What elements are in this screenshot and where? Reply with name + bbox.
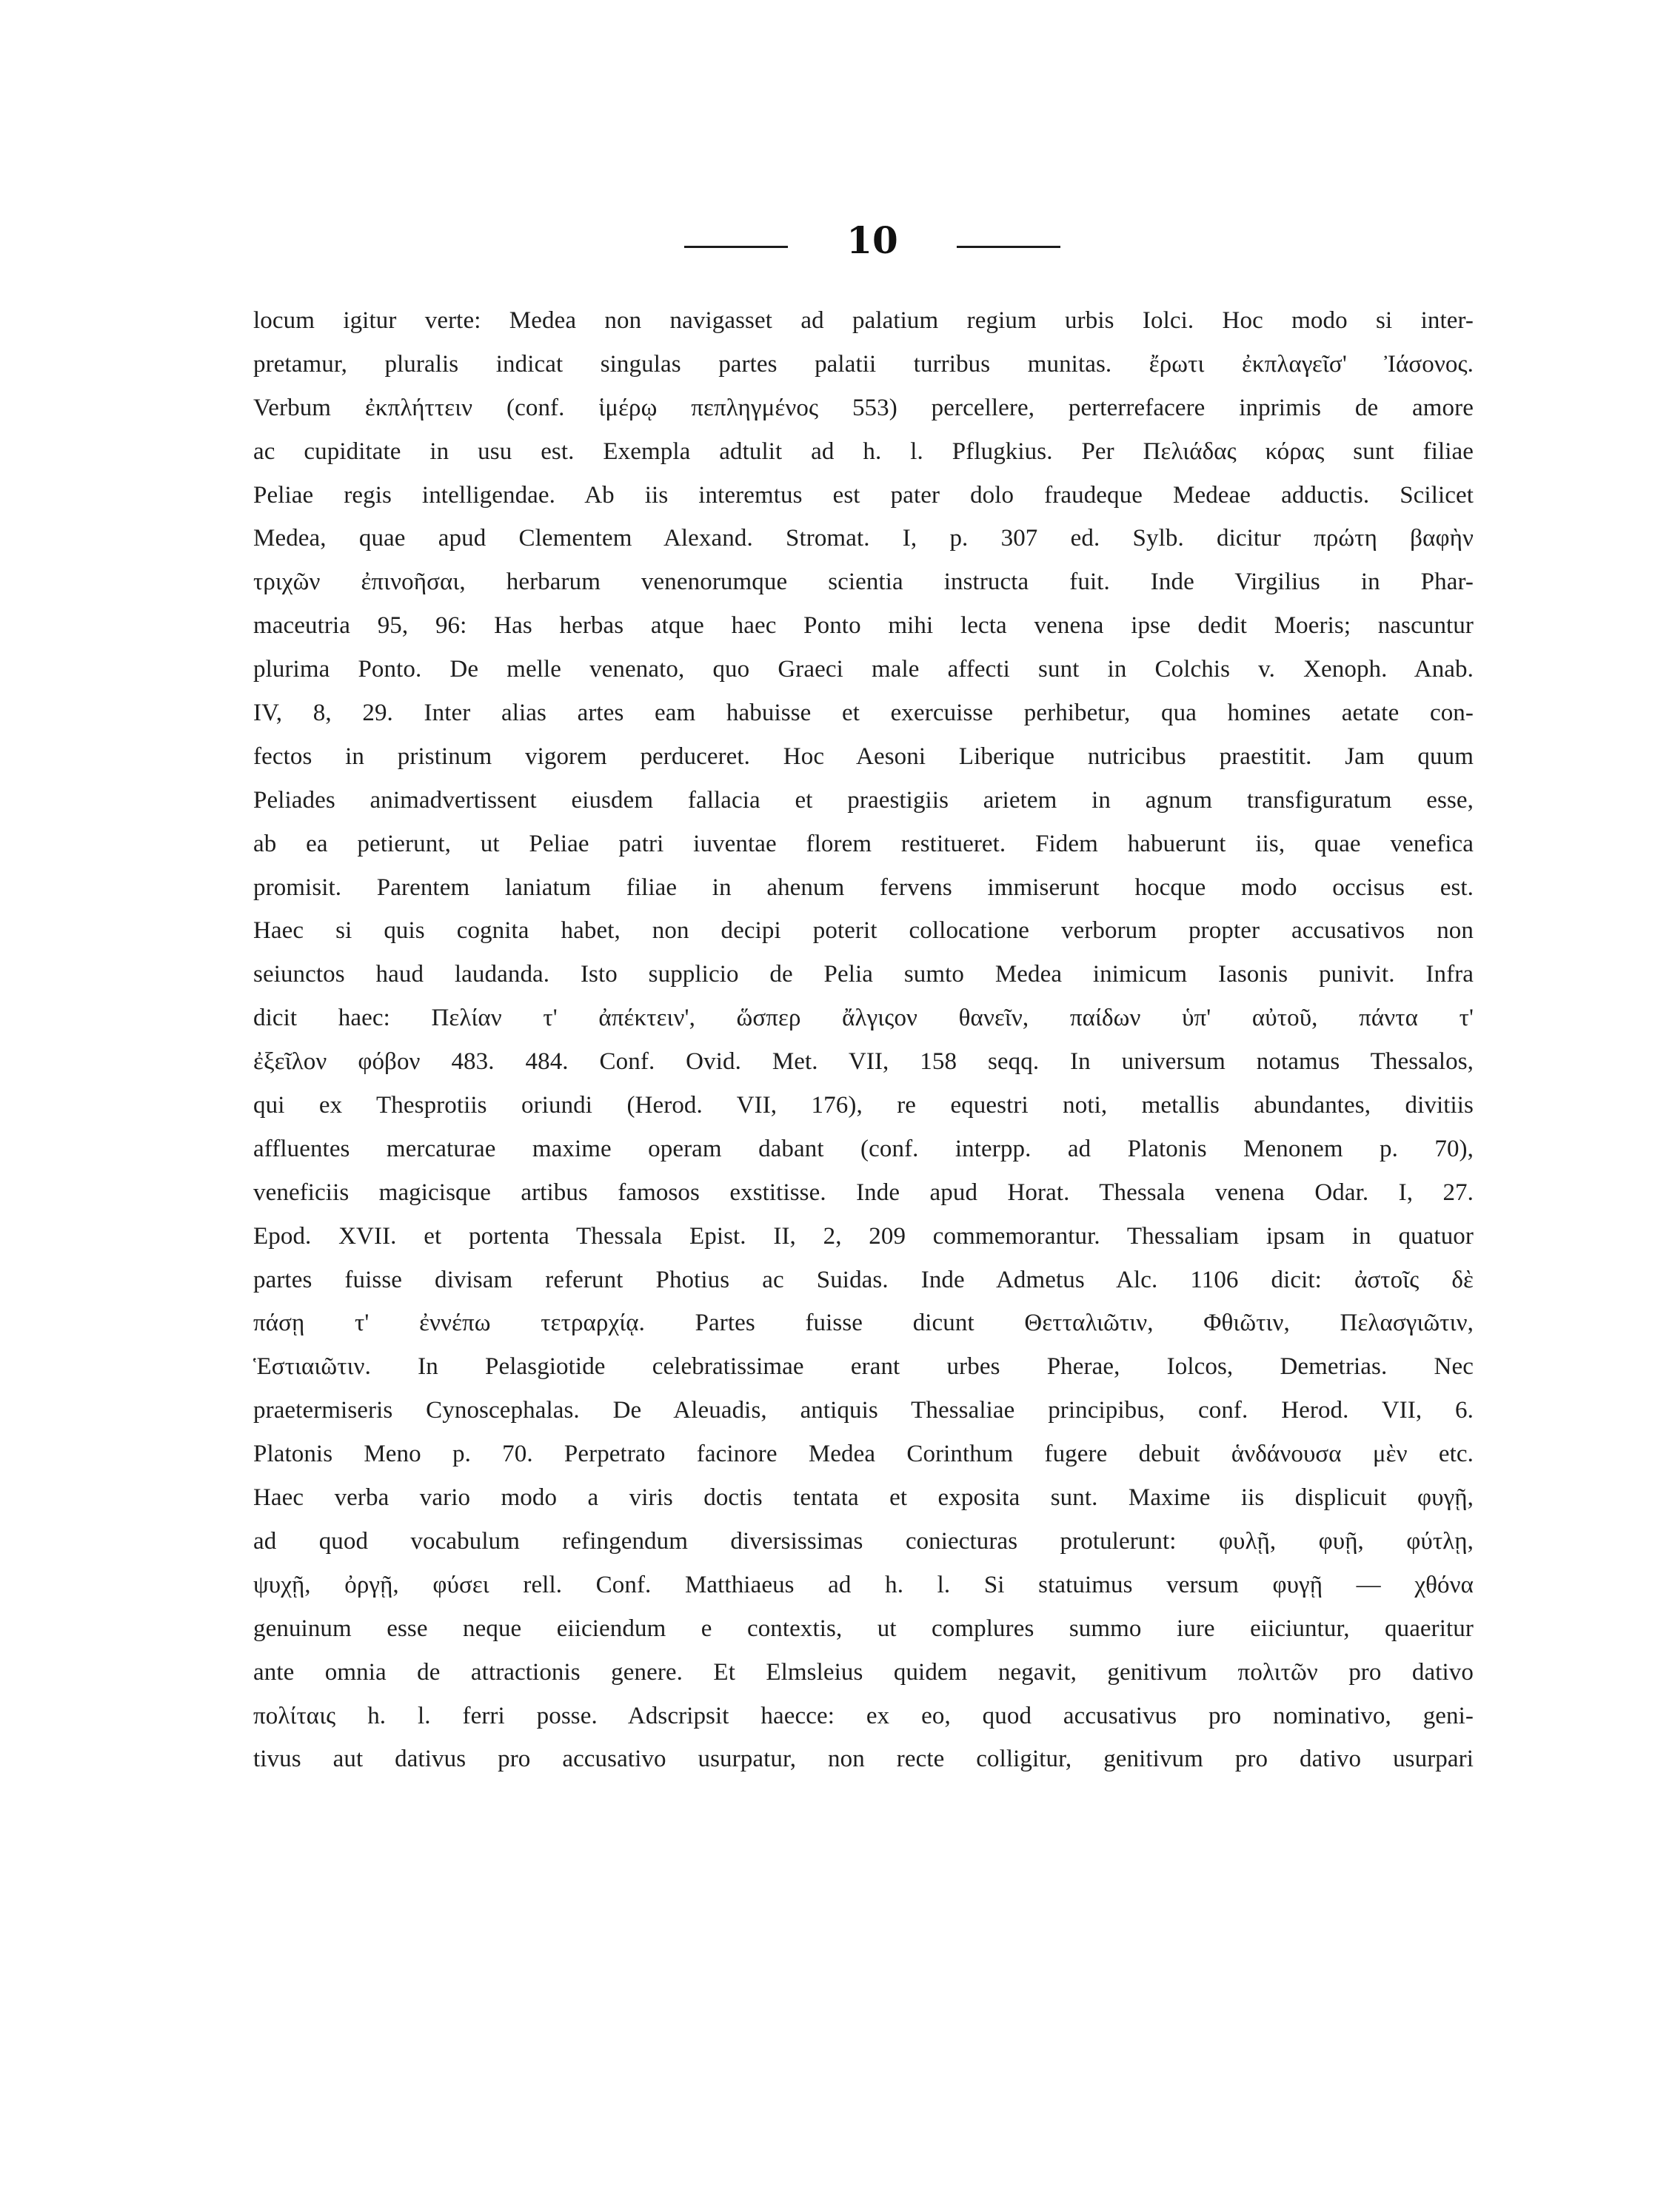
text-line: tivus aut dativus pro accusativo usurpatur, non recte colligitur, genitivum pro dativo usurpari — [253, 1746, 1474, 1773]
text-line: πολίταις h. l. ferri posse. Adscripsit haecce: ex eo, quod accusativus pro nominativo, geni- — [253, 1702, 1474, 1729]
text-line: Ἑστιαιῶτιν. In Pelasgiotide celebratissimae erant urbes Pherae, Iolcos, Demetrias. Nec — [253, 1353, 1474, 1381]
text-line: plurima Ponto. De melle venenato, quo Graeci male affecti sunt in Colchis v. Xenoph. Anab. — [253, 656, 1474, 683]
text-line: fectos in pristinum vigorem perduceret. Hoc Aesoni Liberique nutricibus praestitit. Jam quum — [253, 743, 1474, 770]
text-line: Haec si quis cognita habet, non decipi poterit collocatione verborum propter accusativos non — [253, 917, 1474, 945]
text-line: veneficiis magicisque artibus famosos exstitisse. Inde apud Horat. Thessala venena Odar. I, 27. — [253, 1179, 1474, 1206]
text-line: IV, 8, 29. Inter alias artes eam habuisse et exercuisse perhibetur, qua homines aetate con- — [253, 700, 1474, 727]
text-line: Epod. XVII. et portenta Thessala Epist. II, 2, 209 commemorantur. Thessaliam ipsam in quatuor — [253, 1222, 1474, 1250]
page-header — [0, 215, 1655, 267]
text-line: promisit. Parentem laniatum filiae in ahenum fervens immiserunt hocque modo occisus est. — [253, 874, 1474, 901]
text-line: Haec verba vario modo a viris doctis tentata et exposita sunt. Maxime iis displicuit φυγῇ, — [253, 1484, 1474, 1512]
text-line: maceutria 95, 96: Has herbas atque haec Ponto mihi lecta venena ipse dedit Moeris; nascuntur — [253, 612, 1474, 640]
text-line: ante omnia de attractionis genere. Et Elmsleius quidem negavit, genitivum πολιτῶν pro dativo — [253, 1658, 1474, 1686]
text-line: ac cupiditate in usu est. Exempla adtulit ad h. l. Pflugkius. Per Πελιάδας κόρας sunt filiae — [253, 438, 1474, 465]
text-line: pretamur, pluralis indicat singulas partes palatii turribus munitas. ἔρωτι ἐκπλαγεῖσ' Ἰάσονος. — [253, 350, 1474, 378]
text-line: ψυχῇ, ὀργῇ, φύσει rell. Conf. Matthiaeus ad h. l. Si statuimus versum φυγῇ — χθόνα — [253, 1571, 1474, 1598]
header-rule-left — [684, 246, 788, 248]
text-line: dicit haec: Πελίαν τ' ἀπέκτειν', ὥσπερ ἄλγιςον θανεῖν, παίδων ὑπ' αὐτοῦ, πάντα τ' — [253, 1005, 1474, 1032]
text-line: seiunctos haud laudanda. Isto supplicio de Pelia sumto Medea inimicum Iasonis punivit. Infra — [253, 961, 1474, 988]
text-line: qui ex Thesprotiis oriundi (Herod. VII, 176), re equestri noti, metallis abundantes, divitiis — [253, 1092, 1474, 1119]
text-line: ab ea petierunt, ut Peliae patri iuventae florem restitueret. Fidem habuerunt iis, quae venefica — [253, 830, 1474, 857]
text-line: Platonis Meno p. 70. Perpetrato facinore Medea Corinthum fugere debuit ἁνδάνουσα μὲν etc. — [253, 1441, 1474, 1468]
text-line: genuinum esse neque eiiciendum e contextis, ut complures summo iure eiiciuntur, quaeritur — [253, 1615, 1474, 1642]
text-line: τριχῶν ἐπινοῆσαι, herbarum venenorumque scientia instructa fuit. Inde Virgilius in Phar- — [253, 569, 1474, 596]
page-number: 10 — [846, 218, 898, 262]
text-line: partes fuisse divisam referunt Photius ac Suidas. Inde Admetus Alc. 1106 dicit: ἀστοῖς δὲ — [253, 1266, 1474, 1293]
text-line: Peliades animadvertissent eiusdem fallacia et praestigiis arietem in agnum transfiguratum esse, — [253, 786, 1474, 814]
text-line: ad quod vocabulum refingendum diversissimas coniecturas protulerunt: φυλῇ, φυῇ, φύτλῃ, — [253, 1527, 1474, 1555]
text-line: Medea, quae apud Clementem Alexand. Stromat. I, p. 307 ed. Sylb. dicitur πρώτη βαφὴν — [253, 525, 1474, 552]
body-text — [253, 299, 1474, 1781]
header-rule-right — [957, 246, 1060, 248]
text-line: affluentes mercaturae maxime operam dabant (conf. interpp. ad Platonis Menonem p. 70), — [253, 1135, 1474, 1162]
text-line: Verbum ἐκπλήττειν (conf. ἱμέρῳ πεπληγμένος 553) percellere, perterrefacere inprimis de amore — [253, 394, 1474, 421]
text-line: πάσῃ τ' ἐννέπω τετραρχίᾳ. Partes fuisse dicunt Θετταλιῶτιν, Φθιῶτιν, Πελασγιῶτιν, — [253, 1310, 1474, 1337]
text-line: Peliae regis intelligendae. Ab iis interemtus est pater dolo fraudeque Medeae adductis. Scilicet — [253, 481, 1474, 509]
text-line: locum igitur verte: Medea non navigasset ad palatium regium urbis Iolci. Hoc modo si inter- — [253, 307, 1474, 334]
text-line: ἐξεῖλον φόβον 483. 484. Conf. Ovid. Met. VII, 158 seqq. In universum notamus Thessalos, — [253, 1048, 1474, 1076]
text-line: praetermiseris Cynoscephalas. De Aleuadis, antiquis Thessaliae principibus, conf. Herod. VII, 6. — [253, 1397, 1474, 1424]
